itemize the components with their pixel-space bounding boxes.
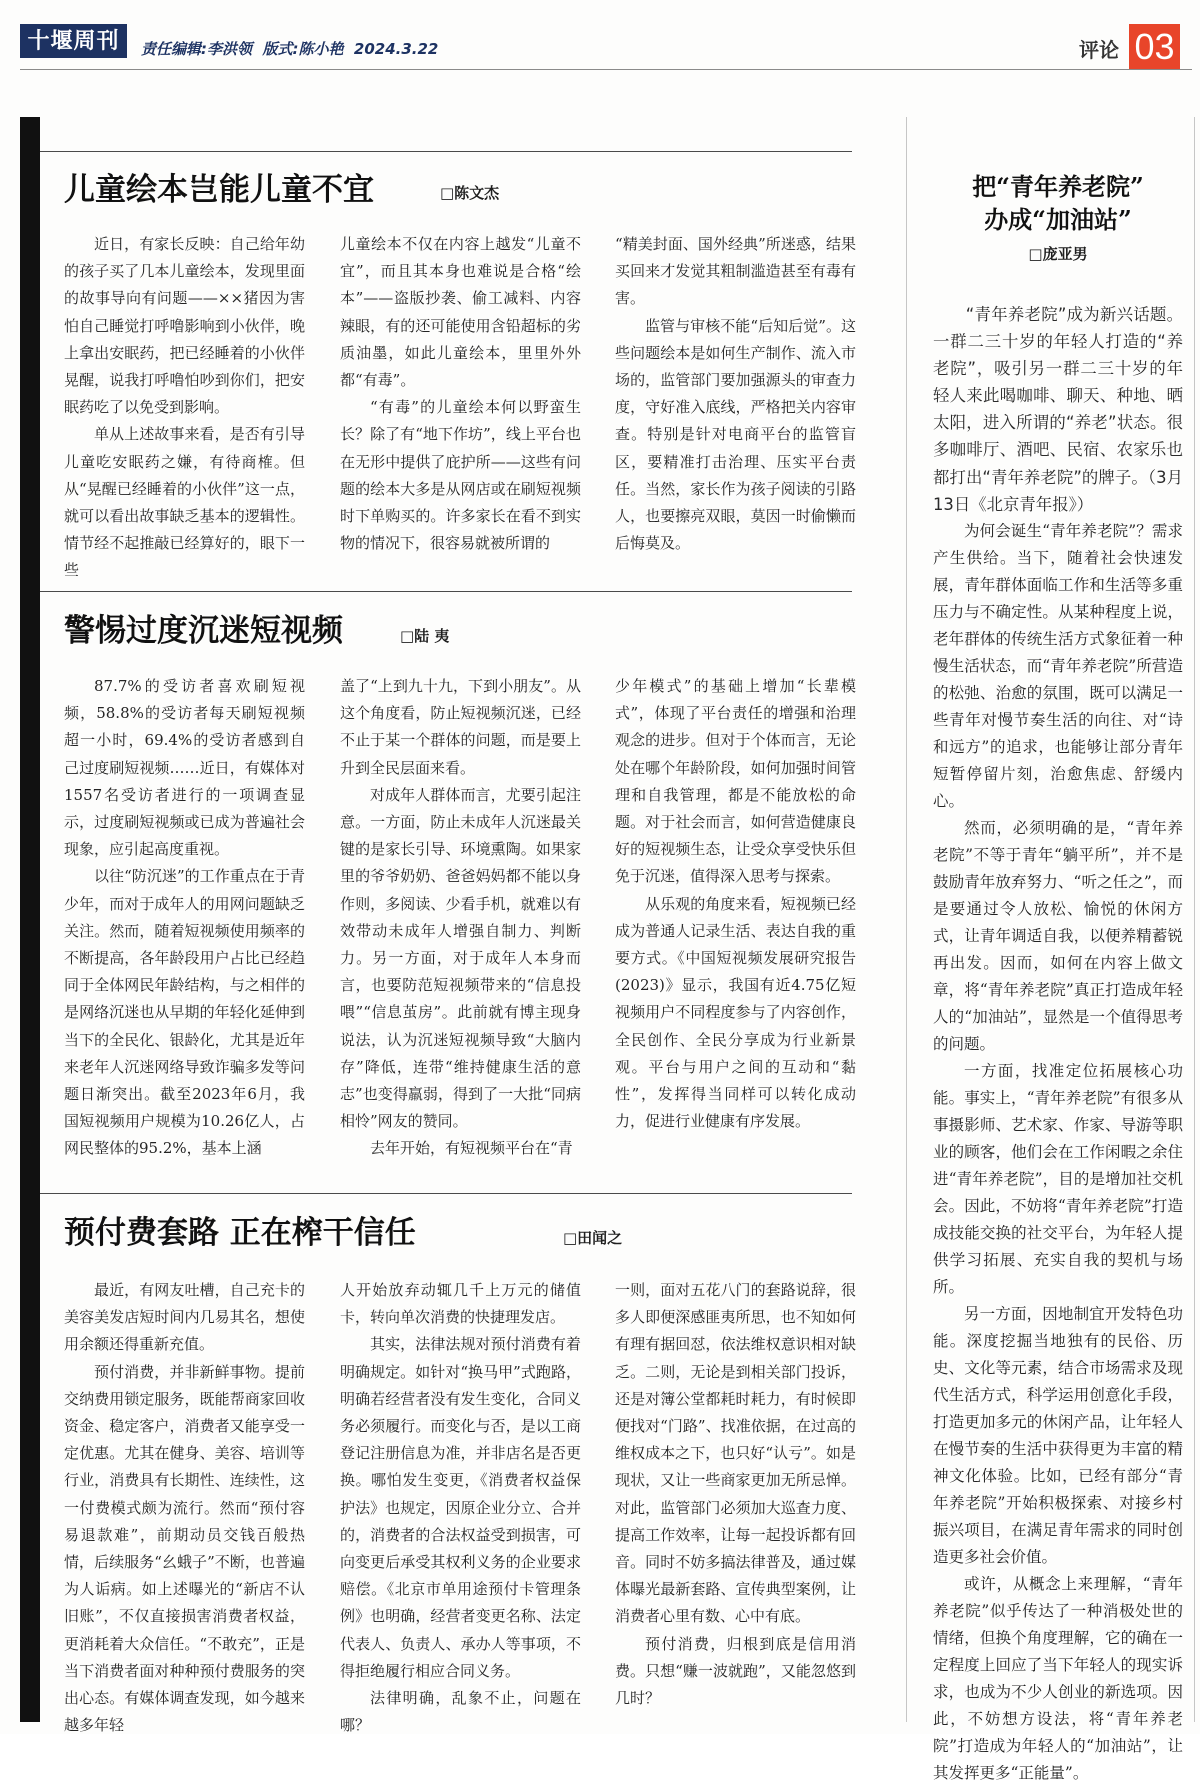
paragraph: 近日，有家长反映：自己给年幼的孩子买了几本儿童绘本，发现里面的故事导向有问题——××猪因为害怕自己睡觉打呼噜影响到小伙伴，晚上拿出安眠药，把已经睡着的小伙伴晃醒，说我打呼噜怕吵到你们，把安眠药吃了以免受到影响。 bbox=[64, 235, 305, 417]
article-author: □陈文杰 bbox=[440, 184, 500, 202]
page-number-badge: 03 bbox=[1129, 24, 1180, 69]
sidebar-border-right bbox=[1194, 117, 1195, 1722]
paragraph: 预付消费，归根到底是信用消费。只想“赚一波就跑”，又能忽悠到几时？ bbox=[615, 1634, 856, 1708]
article-title: 预付费套路 正在榨干信任 bbox=[64, 1215, 416, 1251]
paragraph: 少年模式”的基础上增加“长辈模式”，体现了平台责任的增强和治理观念的进步。但对于个体而言，无论处在哪个年龄阶段，如何加强时间管理和自我管理，都是不能放松的命题。对于社会而言，如何营造健康良好的短视频生态，让受众享受快乐但免于沉迷，值得深入思考与探索。 bbox=[615, 677, 856, 886]
sidebar-author: □庞亚男 bbox=[1028, 245, 1088, 263]
article-column bbox=[615, 231, 856, 557]
paragraph: 另一方面，因地制宜开发特色功能。深度挖掘当地独有的民俗、历史、文化等元素，结合市场需求及现代生活方式，科学运用创意化手段，打造更加多元的休闲产品，让年轻人在慢节奏的生活中获得更为丰富的精神文化体验。比如，已经有部分“青年养老院”开始积极探索、对接乡村振兴项目，在满足青年需求的同时创造更多社会价值。 bbox=[933, 1305, 1183, 1566]
paragraph: 然而，必须明确的是，“青年养老院”不等于青年“躺平所”，并不是鼓励青年放弃努力、“听之任之”，而是要通过令人放松、愉悦的休闲方式，让青年调适自我，以便养精蓄锐再出发。因而，如何在内容上做文章，将“青年养老院”真正打造成年轻人的“加油站”，显然是一个值得思考的问题。 bbox=[933, 819, 1183, 1053]
sidebar-title bbox=[933, 170, 1183, 236]
paragraph: 一则，面对五花八门的套路说辞，很多人即便深感匪夷所思，也不知如何有理有据回怼，依法维权意识相对缺乏。二则，无论是到相关部门投诉，还是对簿公堂都耗时耗力，有时候即便找对“门路”、找准依据，在过高的维权成本之下，也只好“认亏”。如是现状，又让一些商家更加无所忌惮。对此，监管部门必须加大巡查力度、提高工作效率，让每一起投诉都有回音。同时不妨多搞法律普及，通过媒体曝光最新套路、宣传典型案例，让消费者心里有数、心中有底。 bbox=[615, 1281, 856, 1626]
left-margin-bar bbox=[20, 117, 40, 1722]
paragraph: “精美封面、国外经典”所迷惑，结果买回来才发觉其粗制滥造甚至有毒有害。 bbox=[615, 235, 856, 308]
editor-credit-line: 责任编辑:李洪领 版式:陈小艳 2024.3.22 bbox=[141, 40, 439, 58]
article-column bbox=[615, 673, 856, 1135]
paragraph: 以往“防沉迷”的工作重点在于青少年，而对于成年人的用网问题缺乏关注。然而，随着短视频使用频率的不断提高，各年龄段用户占比已经趋同于全体网民年龄结构，与之相伴的是网络沉迷也从早期的年轻化延伸到当下的全民化、银龄化，尤其是近年来老年人沉迷网络导致诈骗多发等问题日渐突出。截至2023年6月，我国短视频用户规模为10.26亿人，占网民整体的95.2%，基本上涵 bbox=[64, 867, 305, 1158]
article-title: 警惕过度沉迷短视频 bbox=[64, 613, 343, 649]
section-divider bbox=[40, 151, 852, 152]
paragraph: 其实，法律法规对预付消费有着明确规定。如针对“换马甲”式跑路，明确若经营者没有发生变化，合同义务必须履行。而变化与否，是以工商登记注册信息为准，并非店名是否更换。哪怕发生变更，《消费者权益保护法》也规定，因原企业分立、合并的，消费者的合法权益受到损害，可向变更后承受其权利义务的企业要求赔偿。《北京市单用途预付卡管理条例》也明确，经营者变更名称、法定代表人、负责人、承办人等事项，不得拒绝履行相应合同义务。 bbox=[340, 1335, 581, 1680]
section-divider bbox=[40, 1193, 852, 1194]
paragraph: 单从上述故事来看，是否有引导儿童吃安眠药之嫌，有待商榷。但从“晃醒已经睡着的小伙伴”这一点，就可以看出故事缺乏基本的逻辑性。情节经不起推敲已经算好的，眼下一些 bbox=[64, 425, 305, 580]
paragraph: 监管与审核不能“后知后觉”。这些问题绘本是如何生产制作、流入市场的，监管部门要加强源头的审查力度，守好准入底线，严格把关内容审查。特别是针对电商平台的监管盲区，要精准打击治理、压实平台责任。当然，家长作为孩子阅读的引路人，也要擦亮双眼，莫因一时偷懒而后悔莫及。 bbox=[615, 316, 856, 553]
article-column bbox=[340, 231, 581, 557]
sidebar-border-left bbox=[906, 117, 907, 1722]
paragraph: 对成年人群体而言，尤要引起注意。一方面，防止未成年人沉迷最关键的是家长引导、环境熏陶。如果家里的爷爷奶奶、爸爸妈妈都不能以身作则，多阅读、少看手机，就难以有效带动未成年人增强自制力、判断力。另一方面，对于成年人本身而言，也要防范短视频带来的“信息投喂”“信息茧房”。此前就有博主现身说法，认为沉迷短视频导致“大脑内存”降低，连带“维持健康生活的意志”也变得羸弱，得到了一大批“同病相怜”网友的赞同。 bbox=[340, 785, 581, 1131]
sidebar-title-line: 把“青年养老院” bbox=[972, 172, 1144, 201]
article-column bbox=[64, 673, 305, 1163]
paragraph: 盖了“上到九十九，下到小朋友”。从这个角度看，防止短视频沉迷，已经不止于某一个群体的问题，而是要上升到全民层面来看。 bbox=[340, 677, 581, 777]
article-title: 儿童绘本岂能儿童不宜 bbox=[64, 172, 374, 208]
paragraph: 从乐观的角度来看，短视频已经成为普通人记录生活、表达自我的重要方式。《中国短视频发展研究报告(2023)》显示，我国有近4.75亿短视频用户不同程度参与了内容创作，全民创作、全民分享成为行业新景观。平台与用户之间的互动和“黏性”，发挥得当同样可以转化成动力，促进行业健康有序发展。 bbox=[615, 894, 856, 1131]
article-column bbox=[340, 1277, 581, 1739]
sidebar-body bbox=[933, 518, 1183, 1787]
paragraph: 或许，从概念上来理解，“青年养老院”似乎传达了一种消极处世的情绪，但换个角度理解，它的确在一定程度上回应了当下年轻人的现实诉求，也成为不少人创业的新选项。因此，不妨想方设法，将“青年养老院”打造成为年轻人的“加油站”，让其发挥更多“正能量”。 bbox=[933, 1575, 1183, 1782]
paragraph: “有毒”的儿童绘本何以野蛮生长？除了有“地下作坊”，线上平台也在无形中提供了庇护所——这些有问题的绘本大多是从网店或在刷短视频时下单购买的。许多家长在看不到实物的情况下，很容易就被所谓的 bbox=[340, 398, 581, 553]
article-column bbox=[340, 673, 581, 1163]
header-rule bbox=[20, 69, 1192, 70]
paragraph: 为何会诞生“青年养老院”？需求产生供给。当下，随着社会快速发展，青年群体面临工作和生活等多重压力与不确定性。从某种程度上说，老年群体的传统生活方式象征着一种慢生活状态，而“青年养老院”所营造的松弛、治愈的氛围，既可以满足一些青年对慢节奏生活的向往、对“诗和远方”的追求，也能够让部分青年短暂停留片刻，治愈焦虑、舒缓内心。 bbox=[933, 522, 1183, 810]
sidebar-intro: “青年养老院”成为新兴话题。一群二三十岁的年轻人打造的“养老院”，吸引另一群二三十岁的年轻人来此喝咖啡、聊天、种地、晒太阳，进入所谓的“养老”状态。很多咖啡厅、酒吧、民宿、农家乐也都打出“青年养老院”的牌子。（3月13日《北京青年报》） bbox=[933, 305, 1183, 514]
article-column bbox=[64, 231, 305, 585]
sidebar-title-line: 办成“加油站” bbox=[984, 205, 1132, 234]
article-column bbox=[64, 1277, 305, 1739]
paragraph: 人开始放弃动辄几千上万元的储值卡，转向单次消费的快捷理发店。 bbox=[340, 1281, 581, 1327]
paragraph: 法律明确，乱象不止，问题在哪？ bbox=[340, 1689, 581, 1735]
section-label: 评论 bbox=[1079, 38, 1119, 62]
article-column bbox=[615, 1277, 856, 1712]
article-author: □陆 夷 bbox=[400, 627, 450, 645]
section-divider bbox=[40, 591, 852, 592]
paragraph: 预付消费，并非新鲜事物。提前交纳费用锁定服务，既能帮商家回收资金、稳定客户，消费者又能享受一定优惠。尤其在健身、美容、培训等行业，消费具有长期性、连续性，这一付费模式颇为流行。然而“预付容易退款难”，前期动员交钱百般热情，后续服务“幺蛾子”不断，也普遍为人诟病。如上述曝光的“新店不认旧账”，不仅直接损害消费者权益，更消耗着大众信任。“不敢充”，正是当下消费者面对种种预付费服务的突出心态。有媒体调查发现，如今越来越多年轻 bbox=[64, 1362, 305, 1735]
article-author: □田闻之 bbox=[563, 1229, 623, 1247]
paragraph: 去年开始，有短视频平台在“青 bbox=[370, 1139, 573, 1158]
paragraph: 一方面，找准定位拓展核心功能。事实上，“青年养老院”有很多从事摄影师、艺术家、作家、导游等职业的顾客，他们会在工作闲暇之余住进“青年养老院”，目的是增加社交机会。因此，不妨将“青年养老院”打造成技能交换的社交平台，为年轻人提供学习拓展、充实自我的契机与场所。 bbox=[933, 1062, 1183, 1296]
paragraph: 最近，有网友吐槽，自己充卡的美容美发店短时间内几易其名，想使用余额还得重新充值。 bbox=[64, 1281, 305, 1354]
masthead-logo: 十堰周刊 bbox=[20, 24, 127, 58]
paragraph: 87.7%的受访者喜欢刷短视频，58.8%的受访者每天刷短视频超一小时，69.4%的受访者感到自己过度刷短视频……近日，有媒体对1557名受访者进行的一项调查显示，过度刷短视频或已成为普遍社会现象，应引起高度重视。 bbox=[64, 677, 305, 859]
paragraph: 儿童绘本不仅在内容上越发“儿童不宜”，而且其本身也难说是合格“绘本”——盗版抄袭、偷工减料、内容辣眼，有的还可能使用含铅超标的劣质油墨，如此儿童绘本，里里外外都“有毒”。 bbox=[340, 235, 581, 390]
